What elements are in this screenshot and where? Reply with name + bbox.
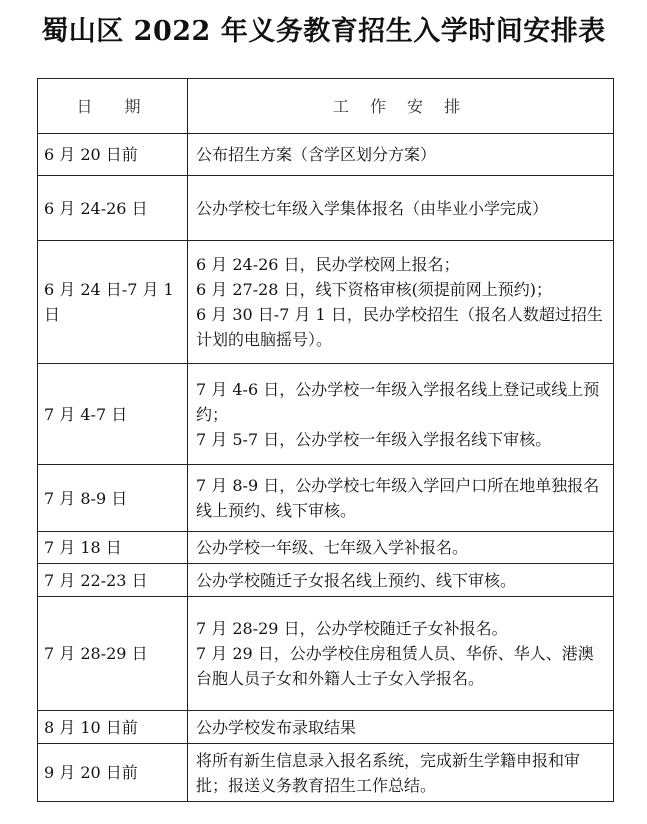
- row-date: 7 月 4-7 日: [38, 364, 188, 465]
- table-header-row: [38, 79, 614, 134]
- table-row: [38, 597, 614, 711]
- column-header-arrangement: 工 作 安 排: [188, 79, 614, 134]
- arrangement-line: 6 月 27-28 日，线下资格审核(须提前网上预约)；: [196, 280, 553, 299]
- row-arrangement: [188, 564, 614, 597]
- row-arrangement: [188, 744, 614, 802]
- table-row: [38, 241, 614, 364]
- arrangement-line: 7 月 28-29 日，公办学校随迁子女补报名。: [196, 619, 508, 638]
- row-arrangement: [188, 176, 614, 241]
- table-row: [38, 532, 614, 564]
- column-header-date: 日 期: [38, 79, 188, 134]
- row-date: 8 月 10 日前: [38, 711, 188, 744]
- row-arrangement: [188, 532, 614, 564]
- schedule-table: [37, 78, 614, 802]
- table-row: [38, 465, 614, 532]
- arrangement-line: 公布招生方案（含学区划分方案）: [196, 145, 437, 164]
- table-row: [38, 176, 614, 241]
- arrangement-line: 6 月 24-26 日，民办学校网上报名；: [196, 255, 460, 274]
- arrangement-line: 7 月 29 日，公办学校住房租赁人员、华侨、华人、港澳台胞人员子女和外籍人士子女入学报名。: [196, 644, 594, 688]
- table-row: [38, 364, 614, 465]
- arrangement-line: 将所有新生信息录入报名系统，完成新生学籍申报和审批；报送义务教育招生工作总结。: [196, 750, 581, 795]
- row-date: 7 月 22-23 日: [38, 564, 188, 597]
- row-date: 9 月 20 日前: [38, 744, 188, 802]
- row-arrangement: [188, 465, 614, 532]
- table-row: [38, 711, 614, 744]
- arrangement-line: 7 月 8-9 日，公办学校七年级入学回户口所在地单独报名线上预约、线下审核。: [196, 476, 600, 520]
- row-date: 6 月 20 日前: [38, 134, 188, 176]
- row-date: 6 月 24 日-7 月 1 日: [38, 241, 188, 364]
- table-body: [38, 134, 614, 802]
- table-row: [38, 134, 614, 176]
- arrangement-line: 公办学校七年级入学集体报名（由毕业小学完成）: [196, 198, 549, 218]
- row-arrangement: [188, 597, 614, 711]
- arrangement-line: 7 月 4-6 日，公办学校一年级入学报名线上登记或线上预约；: [196, 379, 600, 424]
- row-date: 6 月 24-26 日: [38, 176, 188, 241]
- arrangement-line: 公办学校随迁子女报名线上预约、线下审核。: [196, 570, 517, 590]
- page-title: 蜀山区 2022 年义务教育招生入学时间安排表: [41, 16, 606, 47]
- arrangement-line: 7 月 5-7 日，公办学校一年级入学报名线下审核。: [196, 429, 552, 449]
- arrangement-line: 6 月 30 日-7 月 1 日，民办学校招生（报名人数超过招生计划的电脑摇号）。: [196, 305, 603, 349]
- row-arrangement: [188, 241, 614, 364]
- table-row: [38, 744, 614, 802]
- row-date: 7 月 8-9 日: [38, 465, 188, 532]
- arrangement-line: 公办学校发布录取结果: [196, 717, 357, 737]
- row-arrangement: [188, 134, 614, 176]
- arrangement-line: 公办学校一年级、七年级入学补报名。: [196, 538, 469, 557]
- table-row: [38, 564, 614, 597]
- row-date: 7 月 28-29 日: [38, 597, 188, 711]
- row-arrangement: [188, 364, 614, 465]
- row-date: 7 月 18 日: [38, 532, 188, 564]
- row-arrangement: [188, 711, 614, 744]
